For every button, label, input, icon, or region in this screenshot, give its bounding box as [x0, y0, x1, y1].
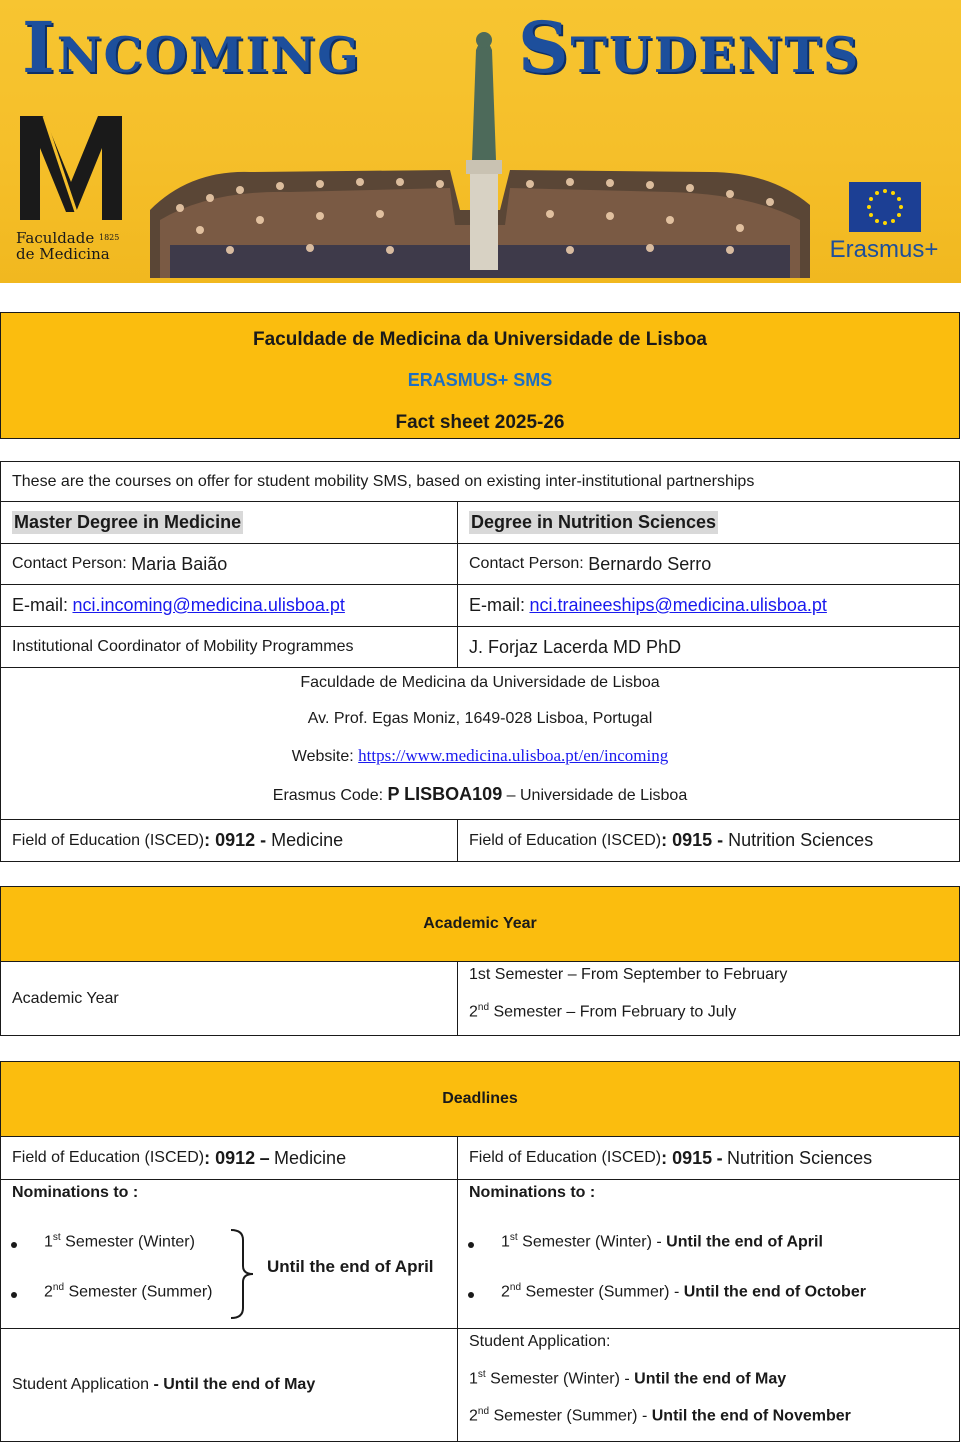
banner-title-incoming: Incoming — [22, 6, 362, 89]
programme-name: ERASMUS+ SMS — [407, 370, 553, 390]
address-line2: Av. Prof. Egas Moniz, 1649-028 Lisboa, Portugal — [307, 710, 653, 727]
winter-label: Semester (Winter) — [65, 1233, 195, 1251]
faculty-logo — [14, 112, 128, 272]
nominations-right-summer: 2nd Semester (Summer) - Until the end of October — [501, 1282, 866, 1301]
academic-year-heading: Academic Year — [423, 915, 537, 932]
summer-label: Semester (Summer) — [68, 1283, 213, 1301]
winter-label: Semester (Winter) — [522, 1233, 652, 1251]
academic-sem2-sup: nd — [477, 1002, 490, 1013]
deadline-left-field-code: 0912 — [215, 1147, 256, 1168]
erasmus-plus-label: Erasmus+ — [829, 236, 939, 263]
deadline-right-field-dash: - — [716, 1147, 723, 1168]
nominations-left-cell — [0, 1179, 458, 1329]
summer-label: Semester (Summer) — [525, 1283, 670, 1301]
deadlines-title — [0, 1061, 960, 1137]
institution-name: Faculdade de Medicina da Universidade de Lisboa — [252, 329, 707, 350]
bullet-icon — [11, 1292, 17, 1298]
intro-text: These are the courses on offer for student mobility SMS, based on existing inter-institutional partnerships — [12, 472, 755, 490]
faculty-logo-year: 1825 — [99, 233, 120, 242]
erasmus-code: P LISBOA109 — [387, 784, 503, 804]
address-block — [0, 667, 960, 820]
application-right-summer-until: Until the end of November — [651, 1407, 851, 1425]
summer-label: Semester (Summer) — [493, 1407, 638, 1425]
erasmus-code-suffix: – Universidade de Lisboa — [506, 787, 688, 804]
application-left-label: Student Application — [12, 1376, 149, 1393]
academic-sem1: 1st Semester – From September to February — [469, 966, 788, 983]
faculty-logo-line1: Faculdade — [16, 229, 95, 247]
nominations-right-summer-until: Until the end of October — [683, 1283, 866, 1301]
sup-st: st — [52, 1232, 61, 1243]
deadline-left-field-label: Field of Education (ISCED) — [12, 1149, 205, 1166]
left-field-label: Field of Education (ISCED) — [12, 831, 205, 849]
sup-nd: nd — [477, 1406, 490, 1417]
academic-year-label: Academic Year — [12, 989, 119, 1007]
nominations-right-winter-until: Until the end of April — [666, 1233, 823, 1251]
nominations-right-cell — [457, 1179, 960, 1329]
right-degree-title: Degree in Nutrition Sciences — [471, 512, 717, 532]
deadline-right-field-code: 0915 — [672, 1147, 713, 1168]
right-field-label: Field of Education (ISCED) — [469, 831, 662, 849]
academic-sem2: 2nd Semester – From February to July — [469, 1002, 737, 1021]
left-degree-title: Master Degree in Medicine — [14, 512, 242, 532]
erasmus-code-label: Erasmus Code: — [272, 787, 384, 804]
sup-st: st — [477, 1369, 486, 1380]
right-field-code: 0915 — [672, 830, 713, 850]
coordinator-name-cell — [457, 626, 960, 668]
erasmus-logo — [818, 180, 950, 270]
left-email-link[interactable]: nci.incoming@medicina.ulisboa.pt — [72, 595, 345, 615]
banner-title-students: Students — [518, 6, 861, 89]
left-contact-label: Contact Person: — [12, 555, 127, 572]
application-right-label: Student Application: — [469, 1333, 611, 1350]
address-line1: Faculdade de Medicina da Universidade de Lisboa — [300, 674, 660, 691]
application-right-winter: 1st Semester (Winter) - Until the end of May — [469, 1369, 787, 1388]
eu-flag-icon — [849, 182, 921, 232]
right-field-cell: Field of Education (ISCED) : 0915 - Nutrition Sciences — [457, 819, 960, 862]
right-contact-name: Bernardo Serro — [588, 553, 712, 574]
application-left-cell: Student Application - Until the end of May — [0, 1328, 458, 1442]
left-contact-name: Maria Baião — [131, 553, 228, 574]
academic-year-semesters-cell — [457, 961, 960, 1036]
academic-year-title — [0, 886, 960, 962]
application-right-cell — [457, 1328, 960, 1442]
coordinator-label-cell — [0, 626, 458, 668]
nominations-left-label: Nominations to : — [12, 1184, 139, 1201]
faculty-logo-line2: de Medicina — [16, 245, 110, 263]
right-contact-label: Contact Person: — [469, 555, 584, 572]
nominations-right-winter: 1st Semester (Winter) - Until the end of April — [501, 1232, 823, 1251]
academic-year-label-cell — [0, 961, 458, 1036]
nominations-left-winter: 1st Semester (Winter) — [44, 1232, 195, 1251]
bullet-icon — [11, 1242, 17, 1248]
application-left-until: Until the end of May — [163, 1376, 316, 1393]
bullet-icon — [468, 1292, 474, 1298]
left-email-cell — [0, 584, 458, 627]
bullet-icon — [468, 1242, 474, 1248]
application-right-summer: 2nd Semester (Summer) - Until the end of November — [469, 1406, 851, 1425]
deadline-left-field-name: Medicine — [274, 1147, 347, 1168]
academic-sem2-text: Semester – From February to July — [493, 1003, 737, 1021]
right-email-label: E-mail: — [469, 595, 526, 615]
deadline-left-field-cell: Field of Education (ISCED) : 0912 – Medicine — [0, 1136, 458, 1180]
sup-st: st — [509, 1232, 518, 1243]
left-field-cell: Field of Education (ISCED) : 0912 - Medicine — [0, 819, 458, 862]
nominations-left-summer: 2nd Semester (Summer) — [44, 1282, 213, 1301]
right-email-cell — [457, 584, 960, 627]
left-field-name: Medicine — [271, 830, 344, 850]
right-email-link[interactable]: nci.traineeships@medicina.ulisboa.pt — [529, 595, 827, 615]
nominations-left-until: Until the end of April — [267, 1257, 434, 1276]
deadline-right-field-name: Nutrition Sciences — [727, 1147, 873, 1168]
fact-sheet-title: Fact sheet 2025-26 — [395, 412, 565, 433]
coordinator-name: J. Forjaz Lacerda MD PhD — [469, 636, 682, 657]
winter-label: Semester (Winter) — [490, 1370, 620, 1388]
sup-nd: nd — [52, 1282, 65, 1293]
deadline-right-field-cell: Field of Education (ISCED) : 0915 - Nutrition Sciences — [457, 1136, 960, 1180]
intro-row — [0, 461, 960, 502]
brace-icon — [229, 1228, 257, 1320]
sup-nd: nd — [509, 1282, 522, 1293]
website-link[interactable]: https://www.medicina.ulisboa.pt/en/incoming — [358, 746, 669, 765]
right-degree-cell — [457, 501, 960, 544]
left-degree-cell — [0, 501, 458, 544]
website-line — [1, 746, 959, 766]
fact-sheet-header — [0, 312, 960, 439]
left-contact-cell — [0, 543, 458, 585]
deadline-left-field-dash: – — [259, 1147, 270, 1168]
faculty-m-logo-icon — [14, 112, 128, 224]
right-contact-cell — [457, 543, 960, 585]
application-right-winter-until: Until the end of May — [634, 1370, 787, 1388]
deadline-right-field-label: Field of Education (ISCED) — [469, 1149, 662, 1166]
banner — [0, 0, 961, 283]
nominations-right-label: Nominations to : — [469, 1184, 596, 1201]
left-email-label: E-mail: — [12, 595, 69, 615]
left-field-code: 0912 — [215, 830, 256, 850]
right-field-name: Nutrition Sciences — [728, 830, 874, 850]
erasmus-code-line — [1, 784, 959, 805]
deadlines-heading: Deadlines — [442, 1090, 518, 1107]
coordinator-label: Institutional Coordinator of Mobility Programmes — [12, 638, 354, 655]
website-label: Website: — [291, 748, 354, 765]
